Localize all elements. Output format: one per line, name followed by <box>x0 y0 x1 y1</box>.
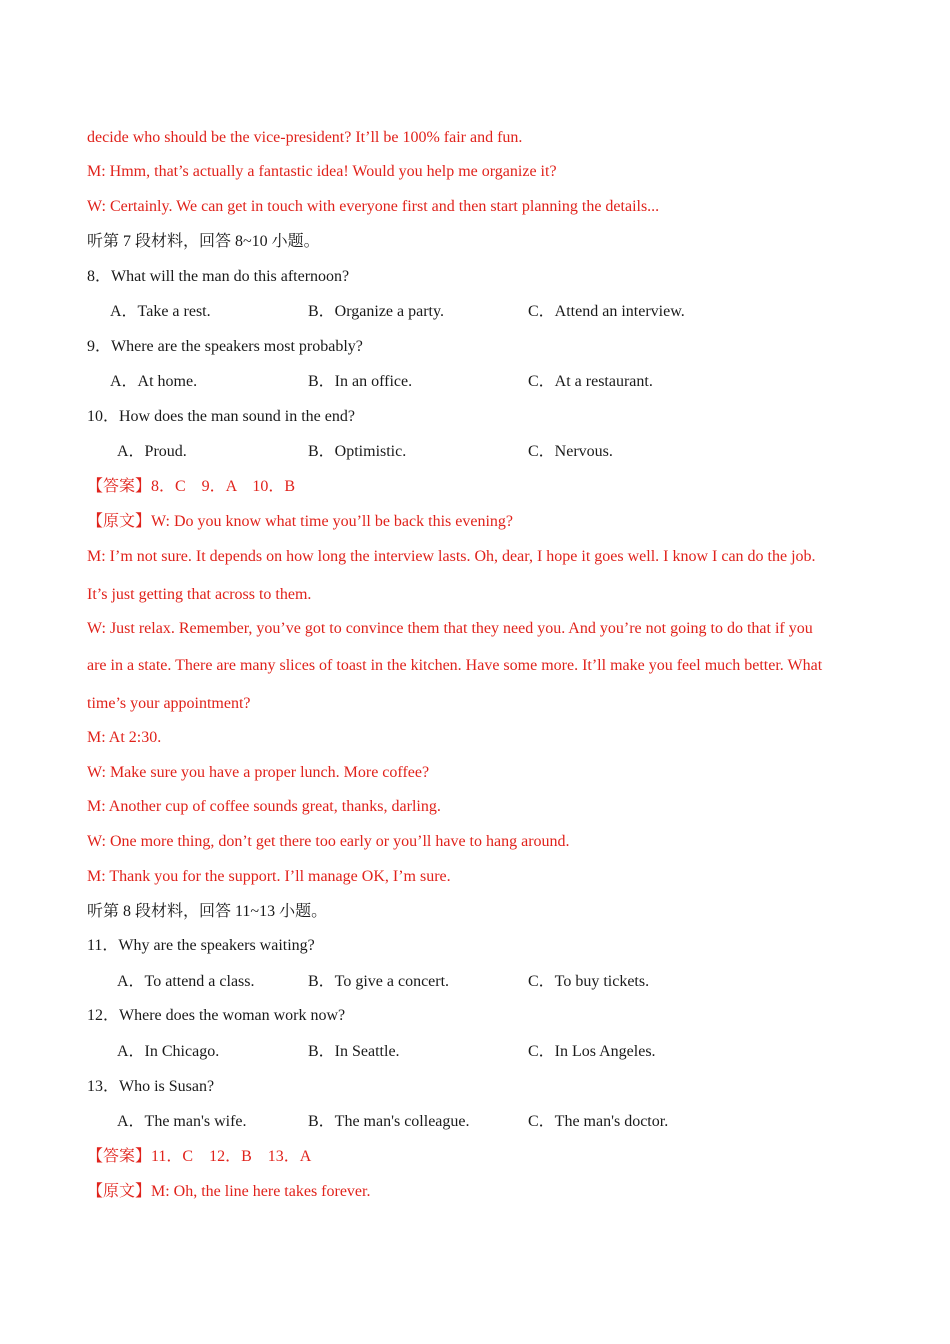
q12-option-a: A．In Chicago. <box>117 1043 220 1060</box>
q10-option-b: B．Optimistic. <box>308 443 407 460</box>
q9-option-b: B．In an office. <box>308 373 413 390</box>
question-9: 9．Where are the speakers most probably? <box>87 338 363 355</box>
q13-option-c: C．The man's doctor. <box>528 1113 669 1130</box>
q11-option-a: A．To attend a class. <box>117 973 255 990</box>
transcript-line: M: Thank you for the support. I’ll manage OK, I’m sure. <box>87 868 451 885</box>
section-heading: 听第 8 段材料，回答 11~13 小题。 <box>87 903 328 920</box>
answer-key: 【答案】8．C 9．A 10．B <box>87 478 296 495</box>
answer-key: 【答案】11．C 12．B 13．A <box>87 1148 312 1165</box>
q9-option-a: A．At home. <box>110 373 198 390</box>
q12-option-b: B．In Seattle. <box>308 1043 400 1060</box>
question-10: 10．How does the man sound in the end? <box>87 408 355 425</box>
transcript-line: W: Make sure you have a proper lunch. More coffee? <box>87 764 430 781</box>
q8-option-c: C．Attend an interview. <box>528 303 685 320</box>
q11-option-b: B．To give a concert. <box>308 973 450 990</box>
q9-option-c: C．At a restaurant. <box>528 373 653 390</box>
transcript-line: M: At 2:30. <box>87 729 162 746</box>
original-text: 【原文】M: Oh, the line here takes forever. <box>87 1183 371 1200</box>
transcript-line: M: I’m not sure. It depends on how long the interview lasts. Oh, dear, I hope it goes well. I know I can do the job. <box>87 548 816 565</box>
transcript-line: W: Certainly. We can get in touch with everyone first and then start planning the details... <box>87 198 660 215</box>
q13-option-b: B．The man's colleague. <box>308 1113 470 1130</box>
q8-option-b: B．Organize a party. <box>308 303 444 320</box>
transcript-line: decide who should be the vice-president? It’ll be 100% fair and fun. <box>87 129 523 146</box>
question-8: 8．What will the man do this afternoon? <box>87 268 350 285</box>
question-13: 13．Who is Susan? <box>87 1078 215 1095</box>
section-heading: 听第 7 段材料，回答 8~10 小题。 <box>87 233 320 250</box>
transcript-line: time’s your appointment? <box>87 695 251 712</box>
transcript-line: M: Another cup of coffee sounds great, thanks, darling. <box>87 798 441 815</box>
q10-option-a: A．Proud. <box>117 443 187 460</box>
q8-option-a: A．Take a rest. <box>110 303 211 320</box>
q11-option-c: C．To buy tickets. <box>528 973 650 990</box>
q13-option-a: A．The man's wife. <box>117 1113 247 1130</box>
original-text: 【原文】W: Do you know what time you’ll be back this evening? <box>87 513 513 530</box>
transcript-line: It’s just getting that across to them. <box>87 586 312 603</box>
q10-option-c: C．Nervous. <box>528 443 613 460</box>
question-11: 11．Why are the speakers waiting? <box>87 937 315 954</box>
transcript-line: are in a state. There are many slices of toast in the kitchen. Have some more. It’ll make you feel much better. What <box>87 657 823 674</box>
question-12: 12．Where does the woman work now? <box>87 1007 346 1024</box>
transcript-line: W: Just relax. Remember, you’ve got to convince them that they need you. And you’re not going to do that if you <box>87 620 813 637</box>
transcript-line: M: Hmm, that’s actually a fantastic idea! Would you help me organize it? <box>87 163 557 180</box>
q12-option-c: C．In Los Angeles. <box>528 1043 656 1060</box>
transcript-line: W: One more thing, don’t get there too early or you’ll have to hang around. <box>87 833 570 850</box>
